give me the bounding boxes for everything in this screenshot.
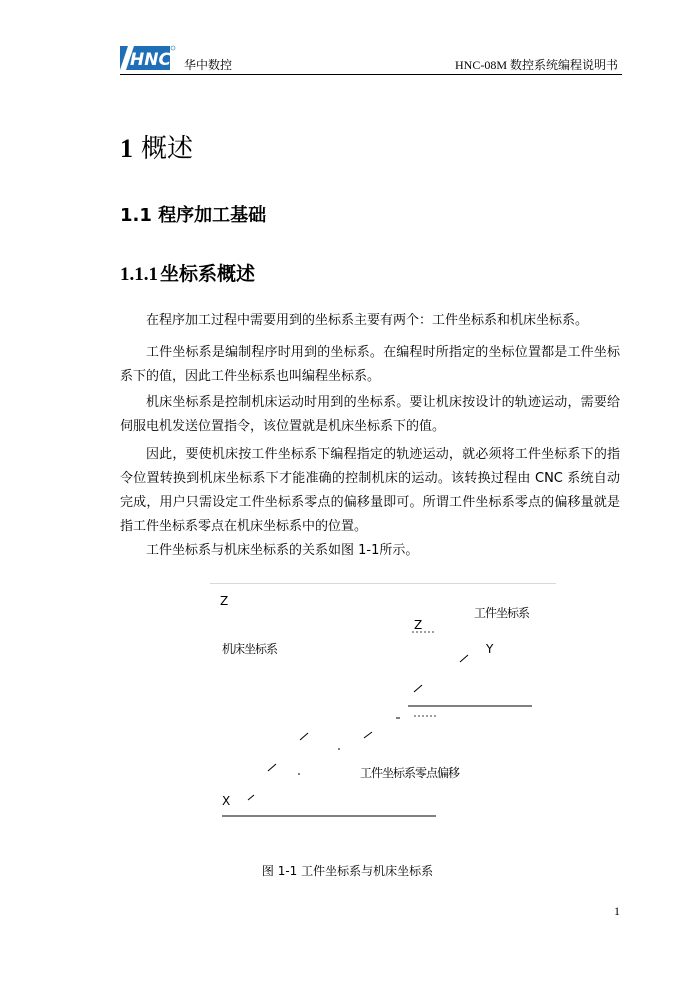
paragraph-1: 在程序加工过程中需要用到的坐标系主要有两个：工件坐标系和机床坐标系。	[146, 313, 589, 328]
offset-line-segment	[268, 764, 276, 771]
coordinate-figure-drawing	[210, 584, 556, 844]
header-company: 华中数控	[184, 58, 233, 72]
hnc-logo	[120, 44, 176, 72]
paragraph-4: 因此，要使机床按工件坐标系下编程指定的轨迹运动，就必须将工件坐标系下的指令位置转换到机床坐标系下才能准确的控制机床的运动。该转换过程由 CNC 系统自动完成，用户只需设定工件坐标系零点的偏移量即可。所谓工件坐标系零点的偏移量就是指工件坐标系零点在机床坐标系中的位置。	[120, 447, 620, 534]
workpiece-y-label: Y	[486, 642, 493, 656]
page-number: 1	[614, 904, 620, 918]
section-title: 1.1 程序加工基础	[120, 205, 267, 226]
subsection-number: 1.1.1	[120, 264, 158, 285]
paragraph-2: 工件坐标系是编制程序时用到的坐标系。在编程时所指定的坐标位置都是工件坐标系下的值，因此工件坐标系也叫编程坐标系。	[120, 345, 620, 384]
paragraph-3: 机床坐标系是控制机床运动时用到的坐标系。要让机床按设计的轨迹运动，需要给伺服电机发送位置指令，该位置就是机床坐标系下的值。	[120, 395, 620, 434]
offset-line-segment	[248, 795, 254, 800]
machine-z-label: Z	[220, 594, 228, 608]
paragraph-5: 工件坐标系与机床坐标系的关系如图 1-1所示。	[146, 543, 419, 558]
chapter-title-text: 概述	[141, 134, 194, 164]
offset-line-segment	[414, 685, 422, 692]
machine-x-label: X	[222, 794, 230, 808]
workpiece-coordinate-label: 工件坐标系	[474, 606, 530, 620]
chapter-number: 1	[120, 134, 133, 163]
coordinate-figure	[210, 583, 556, 844]
offset-line-segment	[300, 733, 308, 740]
offset-label: 工件坐标系零点偏移	[360, 766, 460, 780]
workpiece-y-axis-segment	[460, 655, 468, 662]
offset-line-segment	[364, 732, 372, 738]
svg-text:HNC: HNC	[130, 50, 171, 70]
chapter-title	[120, 128, 193, 165]
machine-coordinate-label: 机床坐标系	[222, 642, 278, 656]
header-doc-title: HNC-08M 数控系统编程说明书	[454, 58, 618, 72]
page-header	[120, 42, 622, 75]
workpiece-z-label: Z	[414, 618, 422, 632]
subsection-title	[120, 259, 255, 286]
subsection-title-text: 坐标系概述	[160, 263, 256, 285]
figure-caption: 图 1-1 工件坐标系与机床坐标系	[261, 864, 434, 878]
